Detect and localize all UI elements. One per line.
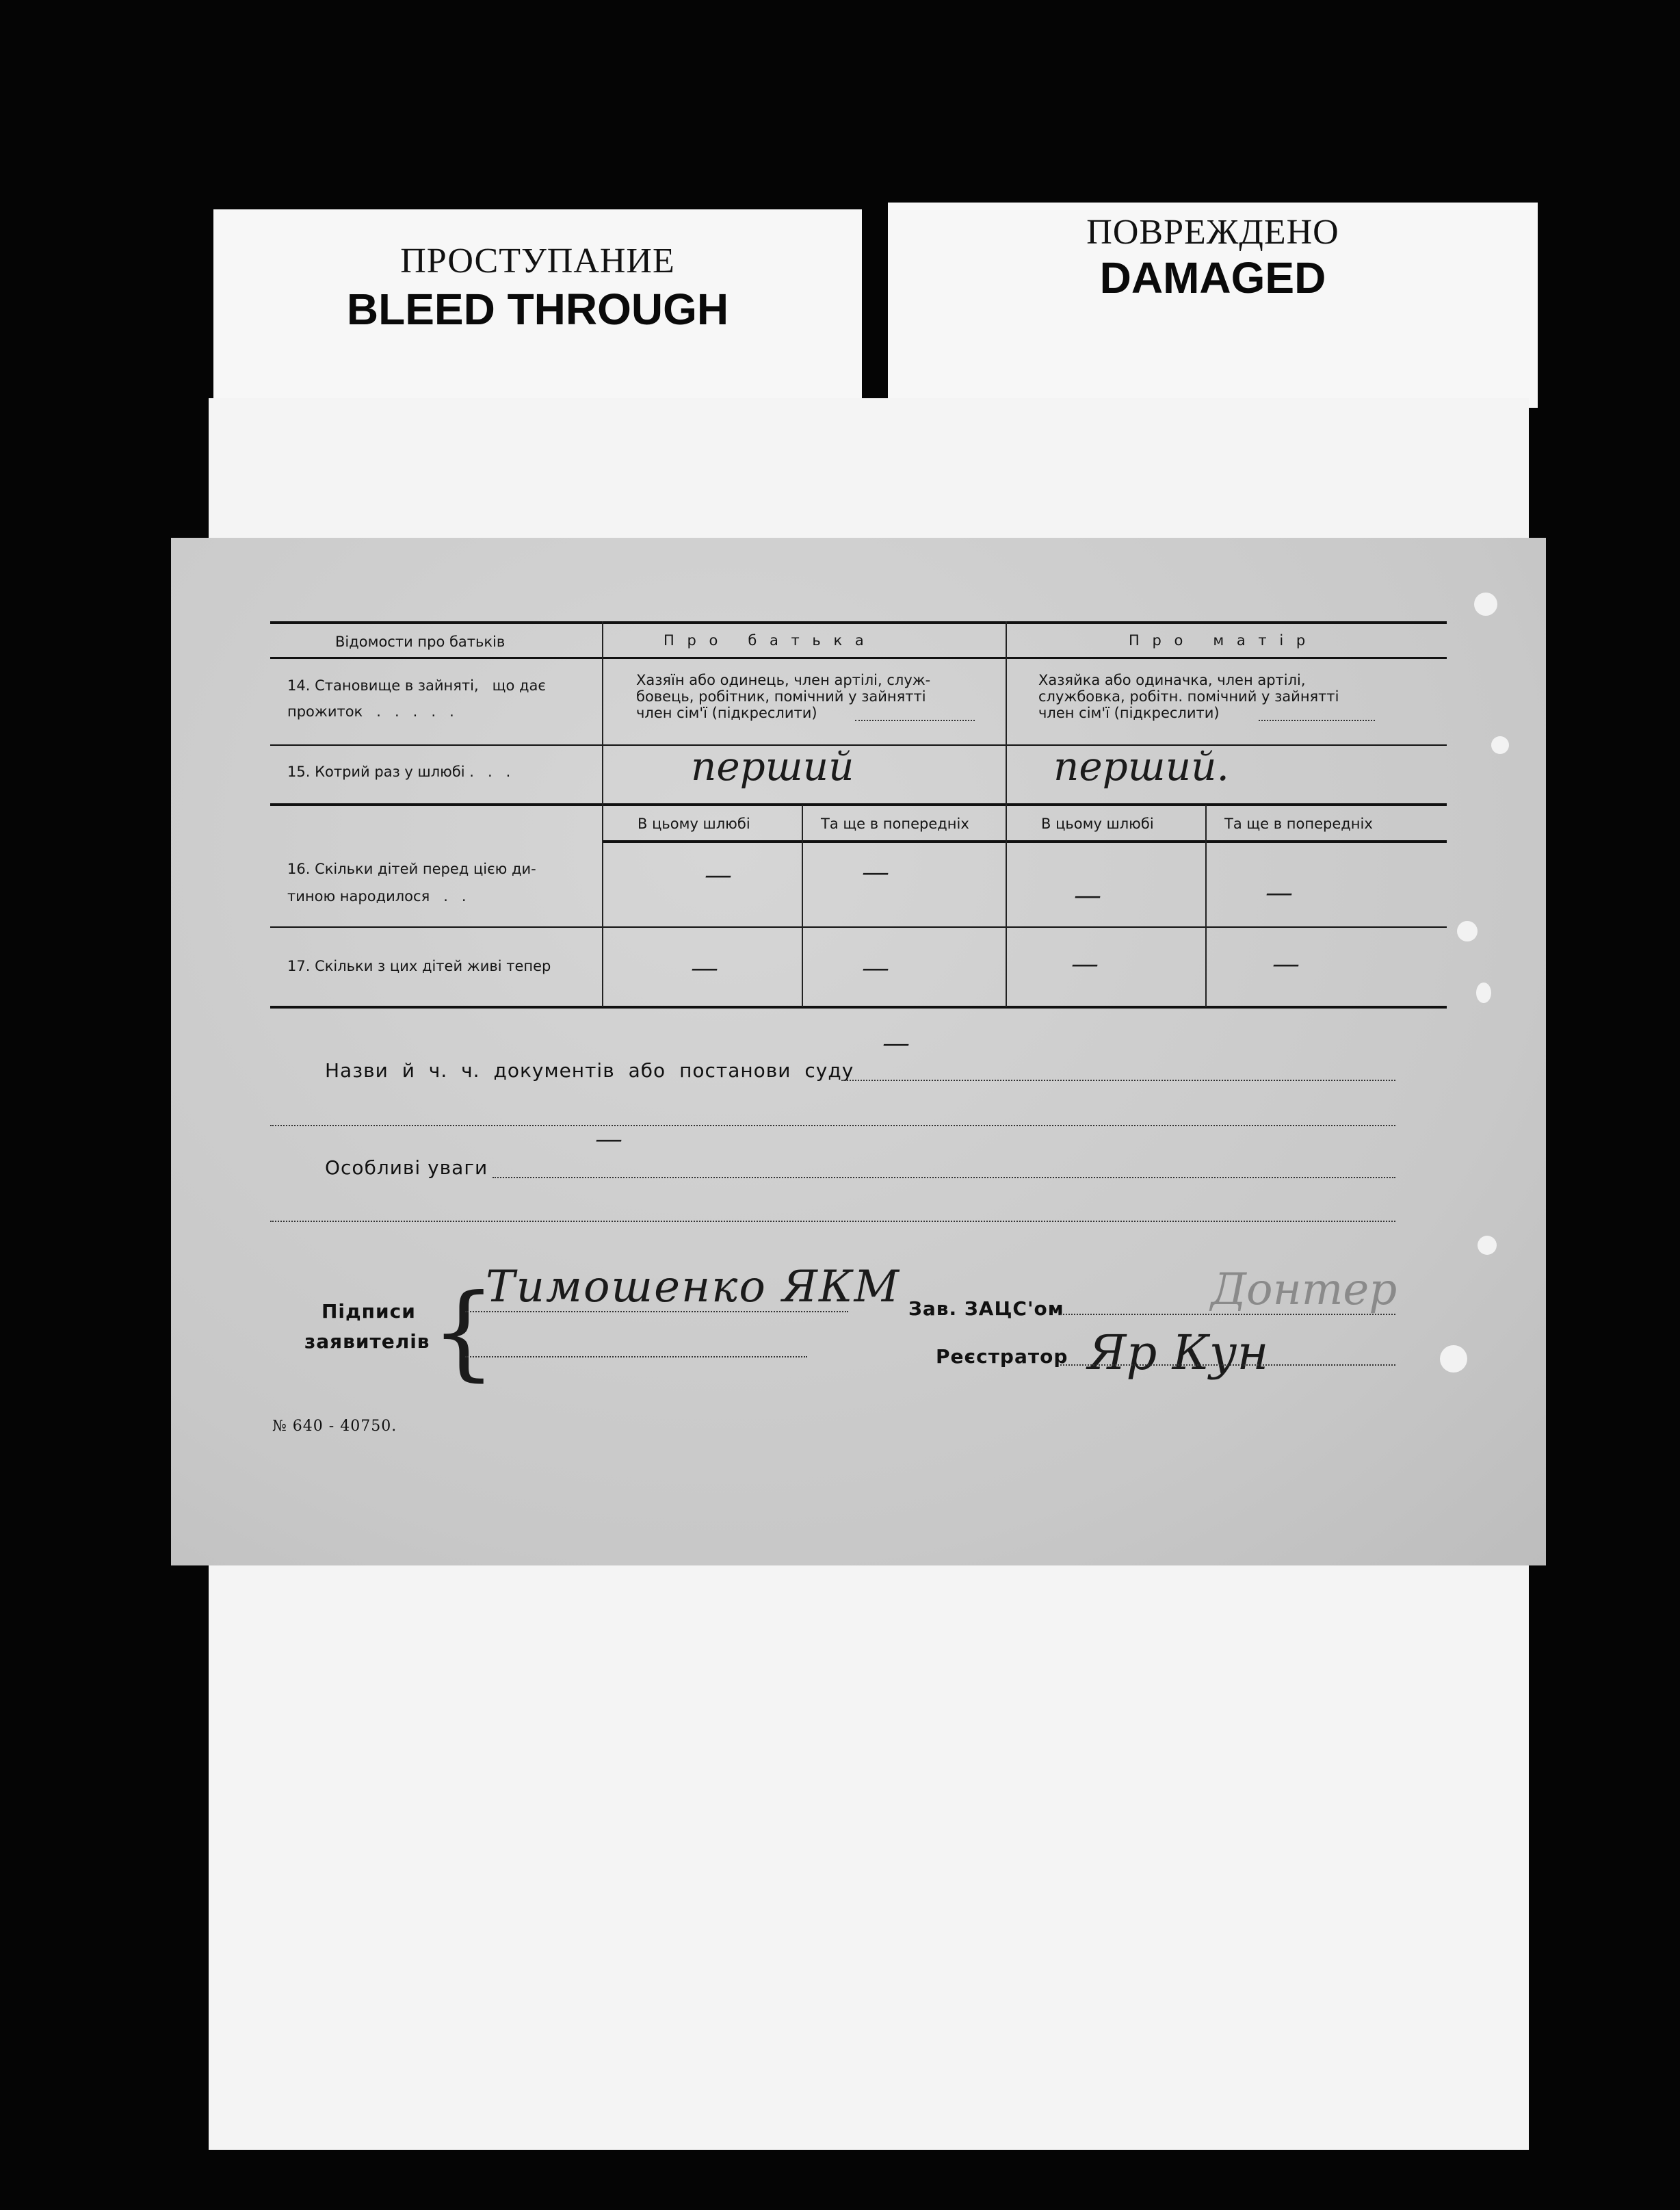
damage-hole xyxy=(1440,1345,1467,1373)
table-top-rule xyxy=(270,621,1447,624)
notes-dots-1 xyxy=(493,1177,1395,1178)
row14-father-dots xyxy=(855,720,975,721)
bleed-through-en-label: BLEED THROUGH xyxy=(346,285,729,334)
documents-label: Назви й ч. ч. документів або постанови суду xyxy=(325,1059,854,1082)
row16-label-1: 16. Скільки дітей перед цією ди- xyxy=(287,861,536,877)
row16-father-previous: — xyxy=(862,857,889,888)
row15-label: 15. Котрий раз у шлюбі . . . xyxy=(287,764,511,780)
registrar-signature: Яр Кун xyxy=(1088,1325,1269,1381)
notes-label: Особливі уваги xyxy=(325,1156,488,1179)
row14-label-2: прожиток . . . . . xyxy=(287,703,454,720)
col-divider-2 xyxy=(802,805,803,1007)
col-divider-3 xyxy=(1006,621,1007,1007)
col-divider-1 xyxy=(602,621,603,1007)
registrar-dots xyxy=(1060,1364,1395,1366)
row17-label: 17. Скільки з цих дітей живі тепер xyxy=(287,958,551,974)
damaged-en-label: DAMAGED xyxy=(1099,253,1326,302)
documents-value: — xyxy=(882,1028,910,1059)
row15-rule xyxy=(270,803,1447,806)
row16-father-current: — xyxy=(705,859,732,891)
damaged-tag xyxy=(888,203,1538,408)
row14-label-1: 14. Становище в зайняті, що дає xyxy=(287,677,546,694)
birth-record-form xyxy=(171,538,1546,1565)
damage-hole xyxy=(1457,921,1478,941)
applicants-label-1: Підписи xyxy=(321,1300,416,1323)
applicant-dots-1 xyxy=(465,1311,848,1312)
subheader-rule xyxy=(602,840,1447,843)
row17-father-current: — xyxy=(691,952,718,984)
row14-father-1: Хазяїн або одинець, член артілі, служ- xyxy=(636,672,931,688)
header-mother: П р о м а т і р xyxy=(1129,632,1310,649)
applicant-signature: Тимошенко ЯКМ xyxy=(486,1262,900,1312)
subheader-mother-previous: Та ще в попередніх xyxy=(1224,816,1373,832)
bleed-through-ru-label: ПРОСТУПАНИЕ xyxy=(400,242,675,281)
row14-father-2: бовець, робітник, помічний у зайнятті xyxy=(636,688,926,705)
damage-hole xyxy=(1474,593,1497,616)
subheader-father-previous: Та ще в попередніх xyxy=(821,816,969,832)
head-label: Зав. ЗАЦС'ом xyxy=(908,1297,1064,1320)
row14-mother-dots xyxy=(1259,720,1375,721)
head-dots xyxy=(1060,1314,1395,1315)
subheader-mother-current: В цьому шлюбі xyxy=(1041,816,1154,832)
row16-label-2: тиною народилося . . xyxy=(287,888,467,905)
row15-mother-value: перший. xyxy=(1053,743,1229,790)
table-bottom-rule xyxy=(270,1006,1447,1009)
row14-father-3: член сім'ї (підкреслити) xyxy=(636,705,817,721)
brace: { xyxy=(431,1273,497,1392)
row15-father-value: перший xyxy=(691,743,854,790)
row14-mother-1: Хазяйка або одиначка, член артілі, xyxy=(1038,672,1306,688)
notes-dots-2 xyxy=(270,1221,1395,1222)
bleed-through-tag xyxy=(213,209,862,408)
table-header-rule xyxy=(270,657,1447,659)
row14-mother-2: службовка, робітн. помічний у зайнятті xyxy=(1038,688,1339,705)
applicant-dots-2 xyxy=(465,1356,807,1357)
row17-mother-current: — xyxy=(1071,948,1099,980)
applicants-label-2: заявителів xyxy=(304,1330,430,1353)
documents-dots-2 xyxy=(270,1125,1395,1126)
subheader-father-current: В цьому шлюбі xyxy=(638,816,750,832)
registrar-label: Реєстратор xyxy=(936,1345,1068,1368)
row16-mother-current: — xyxy=(1074,880,1101,911)
head-signature: Донтер xyxy=(1211,1264,1397,1315)
row17-mother-previous: — xyxy=(1272,948,1300,980)
header-father: П р о б а т ь к а xyxy=(664,632,868,649)
row14-rule xyxy=(270,744,1447,746)
row16-mother-previous: — xyxy=(1265,877,1293,909)
col-divider-4 xyxy=(1205,805,1207,1007)
form-number: № 640 - 40750. xyxy=(272,1418,397,1435)
damage-hole xyxy=(1491,736,1509,754)
damaged-ru-label: ПОВРЕЖДЕНО xyxy=(1086,213,1339,252)
damage-hole xyxy=(1476,983,1491,1003)
row14-mother-3: член сім'ї (підкреслити) xyxy=(1038,705,1220,721)
damage-hole xyxy=(1478,1236,1497,1255)
documents-dots-1 xyxy=(841,1080,1395,1081)
notes-value: — xyxy=(595,1123,622,1155)
header-col1: Відомости про батьків xyxy=(335,634,506,650)
row17-father-previous: — xyxy=(862,952,889,984)
row16-rule xyxy=(270,926,1447,928)
